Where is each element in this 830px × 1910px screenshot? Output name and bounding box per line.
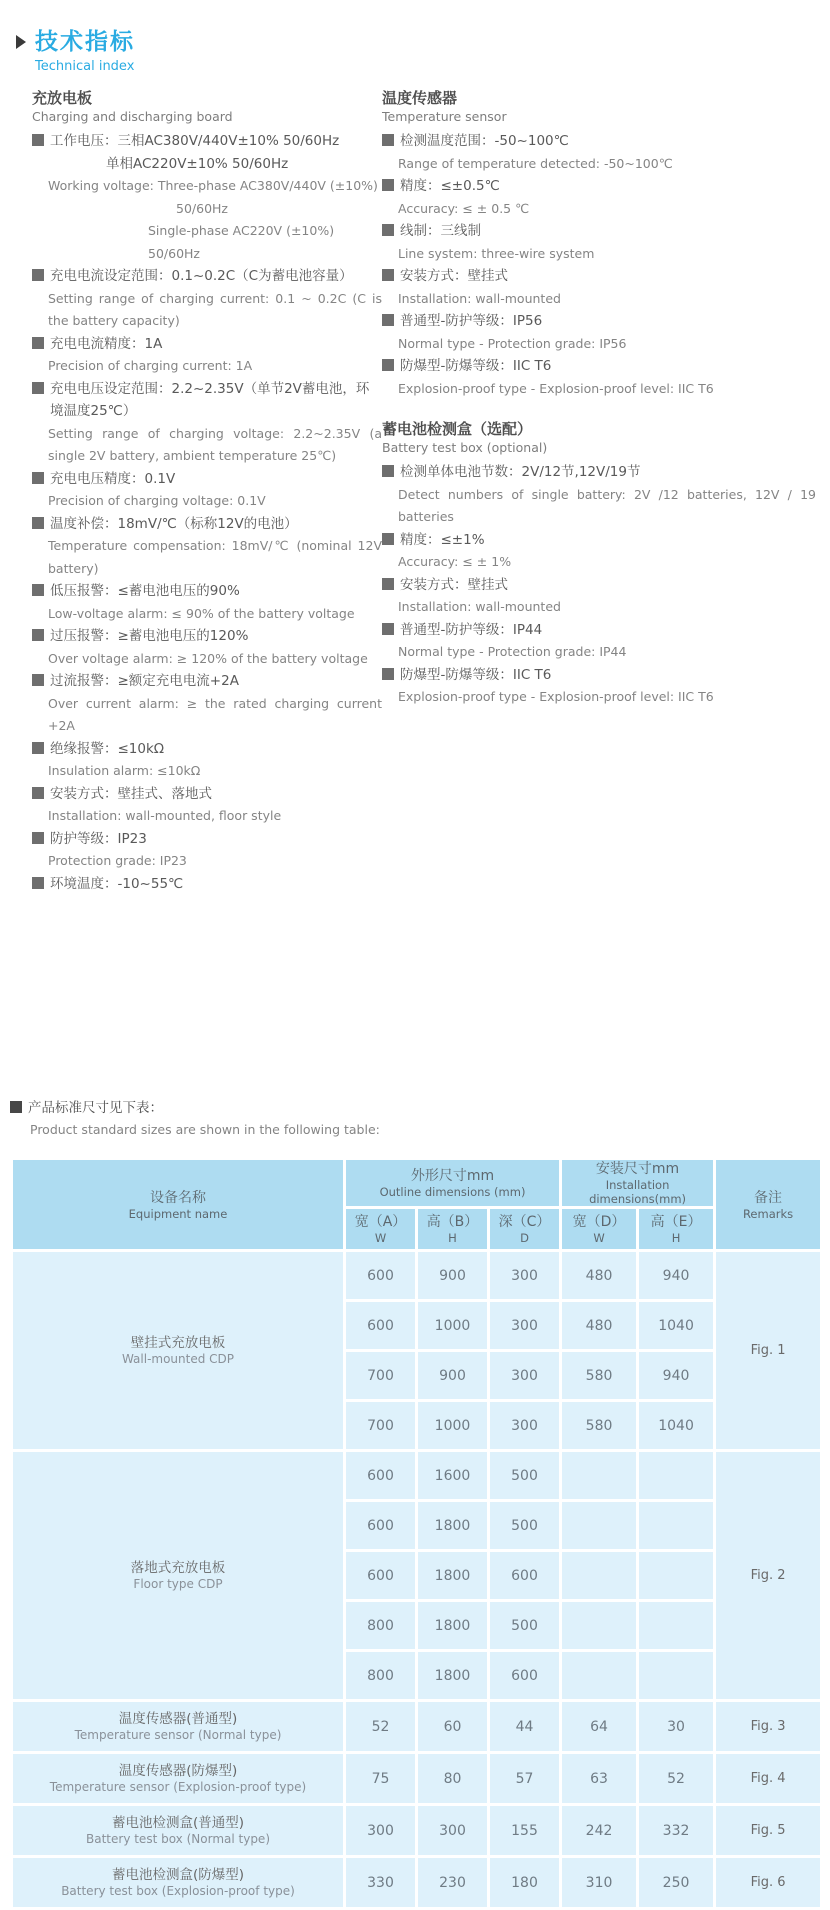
title-row: [16, 28, 814, 56]
section-subtitle: Battery test box (optional): [382, 440, 548, 455]
dimension-value-cell: 63: [561, 1753, 638, 1805]
dimension-value-cell: 600: [345, 1451, 417, 1501]
spec-line: Accuracy: ≤ ± 1%: [398, 554, 512, 569]
spec-columns: [0, 75, 830, 915]
header-equipment-en: Equipment name: [128, 1206, 228, 1221]
spec-line: Single-phase AC220V (±10%) 50/60Hz: [148, 223, 335, 261]
spec-item: [32, 513, 382, 581]
equipment-name-cell: [12, 1753, 345, 1805]
spec-line: [382, 619, 816, 642]
dimension-value-cell: 1040: [638, 1401, 715, 1451]
spec-item: [382, 265, 816, 310]
header-outline-en: Outline dimensions (mm): [379, 1185, 526, 1199]
dimension-col-zh: 高（E）: [650, 1214, 702, 1230]
equipment-name-zh: 落地式充放电板: [130, 1559, 226, 1576]
spec-line: [32, 468, 382, 491]
header-equipment-name: [12, 1159, 345, 1251]
dimension-col-en: D: [520, 1231, 529, 1245]
equipment-name-en: Battery test box (Normal type): [86, 1831, 270, 1846]
spec-line: Explosion-proof type - Explosion-proof level: IIC T6: [398, 380, 714, 396]
spec-item: [382, 355, 816, 400]
spec-item: [32, 873, 382, 896]
spec-line: Installation: wall-mounted: [398, 599, 561, 614]
table-row: [12, 1451, 822, 1501]
spec-line-text: 防护等级：IP23: [50, 830, 147, 847]
spec-item: [32, 265, 382, 333]
spec-item: [32, 828, 382, 873]
header-install-zh: 安装尺寸mm: [595, 1161, 680, 1177]
dimension-value-cell: [561, 1551, 638, 1601]
spec-line: [382, 265, 816, 288]
dimension-value-cell: 242: [561, 1805, 638, 1857]
spec-line: [32, 513, 382, 536]
bullet-square-icon: [382, 578, 394, 590]
remark-cell: Fig. 6: [715, 1857, 822, 1909]
spec-line-text: 工作电压：三相AC380V/440V±10% 50/60Hz: [50, 133, 340, 149]
equipment-name-zh: 壁挂式充放电板: [130, 1334, 226, 1351]
spec-line-text: 充电电流设定范围：0.1~0.2C（C为蓄电池容量）: [50, 268, 353, 284]
dimension-value-cell: [561, 1651, 638, 1701]
spec-line: [382, 220, 816, 243]
equipment-name-cell: [12, 1857, 345, 1909]
spec-line: [382, 664, 816, 687]
dimension-value-cell: 600: [345, 1501, 417, 1551]
spec-column-left: [32, 89, 382, 915]
header-outline-zh: 外形尺寸mm: [410, 1168, 495, 1184]
header-outline-dimensions: [345, 1159, 561, 1208]
dimension-value-cell: 900: [417, 1251, 489, 1301]
spec-line: Temperature compensation: 18mV/℃ (nominal 12V battery): [48, 538, 382, 576]
header-remarks: [715, 1159, 822, 1251]
equipment-name-cell: [12, 1251, 345, 1451]
dimension-col-en: H: [671, 1231, 681, 1245]
dimension-value-cell: 900: [417, 1351, 489, 1401]
spec-line: Precision of charging current: 1A: [48, 358, 253, 373]
dimension-value-cell: [638, 1651, 715, 1701]
table-note-zh: [10, 1097, 830, 1119]
table-header-row: [12, 1159, 822, 1208]
spec-line: [32, 625, 382, 648]
dimension-value-cell: 800: [345, 1651, 417, 1701]
dimension-value-cell: [638, 1451, 715, 1501]
dimension-value-cell: 1800: [417, 1551, 489, 1601]
bullet-square-icon: [32, 629, 44, 641]
spec-item: [32, 333, 382, 378]
spec-line: Setting range of charging current: 0.1 ~ 0.2C (C is the battery capacity): [48, 290, 382, 328]
spec-item: [382, 574, 816, 619]
bullet-square-icon: [32, 832, 44, 844]
dimension-value-cell: 600: [345, 1251, 417, 1301]
table-row: [12, 1701, 822, 1753]
spec-item: [32, 130, 382, 265]
dimension-value-cell: 310: [561, 1857, 638, 1909]
spec-line-text: 防爆型-防爆等级：IIC T6: [400, 358, 552, 374]
dimension-value-cell: [638, 1501, 715, 1551]
spec-line: Over current alarm: ≥ the rated charging current +2A: [48, 695, 382, 733]
dimension-value-cell: 180: [489, 1857, 561, 1909]
equipment-name-cell: [12, 1701, 345, 1753]
header-dimension-col: [638, 1208, 715, 1251]
spec-line: Accuracy: ≤ ± 0.5 ℃: [398, 200, 530, 216]
size-table-head: [12, 1159, 822, 1251]
spec-item: [32, 738, 382, 783]
equipment-name-en: Temperature sensor (Explosion-proof type): [49, 1779, 307, 1794]
dimension-value-cell: 155: [489, 1805, 561, 1857]
spec-line: [32, 265, 382, 288]
spec-item: [382, 130, 816, 175]
dimension-col-zh: 宽（A）: [354, 1214, 407, 1230]
section-subtitle: Charging and discharging board: [32, 109, 233, 124]
spec-line: Range of temperature detected: -50~100℃: [398, 155, 673, 171]
remark-cell: Fig. 2: [715, 1451, 822, 1701]
spec-line: Low-voltage alarm: ≤ 90% of the battery voltage: [48, 605, 355, 621]
spec-line: [32, 738, 382, 761]
header-dimension-col: [489, 1208, 561, 1251]
section-title: 充放电板: [32, 89, 93, 107]
bullet-square-icon: [32, 584, 44, 596]
spec-item: [382, 310, 816, 355]
equipment-name-zh: 温度传感器(普通型): [118, 1710, 238, 1727]
dimension-value-cell: 44: [489, 1701, 561, 1753]
dimension-value-cell: 1800: [417, 1501, 489, 1551]
dimension-value-cell: 300: [489, 1301, 561, 1351]
bullet-square-icon: [32, 517, 44, 529]
equipment-name-zh: 蓄电池检测盒(防爆型): [111, 1866, 245, 1883]
dimension-col-en: H: [448, 1231, 457, 1245]
dimension-value-cell: 1040: [638, 1301, 715, 1351]
dimension-value-cell: 700: [345, 1351, 417, 1401]
spec-line: Line system: three-wire system: [398, 245, 595, 261]
spec-line-text: 线制：三线制: [400, 223, 481, 239]
dimension-value-cell: 480: [561, 1301, 638, 1351]
dimension-value-cell: 300: [489, 1351, 561, 1401]
table-note-zh-text: 产品标准尺寸见下表：: [28, 1100, 163, 1116]
spec-line-text: 防爆型-防爆等级：IIC T6: [400, 666, 552, 683]
spec-line: [382, 310, 816, 333]
spec-item: [32, 670, 382, 738]
dimension-value-cell: 57: [489, 1753, 561, 1805]
spec-item: [32, 783, 382, 828]
header-installation-dimensions: [561, 1159, 715, 1208]
bullet-square-icon: [382, 134, 394, 146]
equipment-name-cell: [12, 1451, 345, 1701]
dimension-value-cell: 300: [417, 1805, 489, 1857]
equipment-name-en: Temperature sensor (Normal type): [74, 1727, 282, 1742]
bullet-square-icon: [382, 359, 394, 371]
table-note: [10, 1097, 830, 1141]
spec-line-text: 充电电压设定范围：2.2~2.35V（单节2V蓄电池，环境温度25℃）: [50, 380, 370, 419]
spec-line: Working voltage: Three-phase AC380V/440V (±10%): [48, 178, 378, 193]
dimension-value-cell: 52: [638, 1753, 715, 1805]
page-title: 技术指标: [35, 29, 135, 55]
dimension-value-cell: 600: [345, 1301, 417, 1351]
equipment-name-en: Battery test box (Explosion-proof type): [61, 1883, 295, 1898]
dimension-value-cell: 480: [561, 1251, 638, 1301]
section-arrow-icon: [16, 35, 26, 49]
spec-line-text: 充电电压精度：0.1V: [50, 470, 176, 487]
spec-line-text: 检测温度范围：-50~100℃: [400, 133, 569, 149]
equipment-name-en: Floor type CDP: [133, 1576, 223, 1591]
bullet-square-icon: [382, 623, 394, 635]
header-dimension-col: [345, 1208, 417, 1251]
header-equipment-zh: 设备名称: [150, 1189, 206, 1206]
spec-line: Over voltage alarm: ≥ 120% of the battery voltage: [48, 650, 368, 666]
spec-line-text: 过流报警：≥额定充电电流+2A: [50, 673, 239, 689]
size-table-body: [12, 1251, 822, 1909]
dimension-value-cell: 230: [417, 1857, 489, 1909]
section-subtitle: Temperature sensor: [382, 109, 507, 124]
spec-line: Detect numbers of single battery: 2V /12 batteries, 12V / 19 batteries: [398, 486, 816, 524]
table-row: [12, 1753, 822, 1805]
spec-line: 单相AC220V±10% 50/60Hz: [106, 155, 289, 172]
spec-column-right: [382, 89, 816, 915]
dimension-value-cell: 1000: [417, 1401, 489, 1451]
spec-line-text: 精度：≤±1%: [400, 531, 485, 548]
spec-item: [382, 220, 816, 265]
bullet-square-icon: [382, 269, 394, 281]
bullet-square-icon: [32, 877, 44, 889]
spec-line: [382, 574, 816, 597]
dimension-value-cell: 52: [345, 1701, 417, 1753]
dimension-value-cell: 300: [489, 1251, 561, 1301]
spec-line: [32, 783, 382, 806]
equipment-name-en: Wall-mounted CDP: [121, 1351, 235, 1366]
bullet-square-icon: [32, 337, 44, 349]
dimension-col-en: W: [374, 1231, 387, 1245]
spec-line-text: 普通型-防护等级：IP56: [400, 313, 543, 329]
dimension-value-cell: 250: [638, 1857, 715, 1909]
doc-header: [0, 0, 830, 75]
spec-line-text: 绝缘报警：≤10kΩ: [50, 740, 165, 757]
bullet-square-icon: [32, 674, 44, 686]
bullet-square-icon: [382, 668, 394, 680]
dimension-value-cell: 1800: [417, 1601, 489, 1651]
remark-cell: Fig. 3: [715, 1701, 822, 1753]
remark-cell: Fig. 4: [715, 1753, 822, 1805]
spec-line: [32, 828, 382, 851]
spec-line: [32, 670, 382, 693]
spec-line: Installation: wall-mounted, floor style: [48, 808, 282, 823]
spec-item: [382, 619, 816, 664]
dimension-col-zh: 高（B）: [426, 1214, 479, 1230]
bullet-square-icon: [32, 269, 44, 281]
bullet-square-icon: [32, 472, 44, 484]
dimension-value-cell: 600: [345, 1551, 417, 1601]
spec-item: [382, 664, 816, 709]
dimension-value-cell: 80: [417, 1753, 489, 1805]
dimension-value-cell: 1600: [417, 1451, 489, 1501]
dimension-value-cell: 332: [638, 1805, 715, 1857]
spec-line-text: 过压报警：≥蓄电池电压的120%: [50, 628, 249, 644]
spec-line-text: 低压报警：≤蓄电池电压的90%: [50, 583, 240, 599]
dimension-value-cell: 1000: [417, 1301, 489, 1351]
spec-line: Insulation alarm: ≤10kΩ: [48, 763, 201, 778]
spec-line: [382, 130, 816, 153]
table-note-en: Product standard sizes are shown in the following table:: [30, 1122, 380, 1137]
spec-line: [382, 355, 816, 378]
remark-cell: Fig. 1: [715, 1251, 822, 1451]
spec-line: Precision of charging voltage: 0.1V: [48, 493, 266, 508]
dimension-value-cell: 330: [345, 1857, 417, 1909]
spec-line: Explosion-proof type - Explosion-proof level: IIC T6: [398, 689, 714, 704]
spec-line-text: 充电电流精度：1A: [50, 335, 163, 352]
spec-item: [382, 461, 816, 529]
dimension-value-cell: 600: [489, 1651, 561, 1701]
dimension-col-zh: 深（C）: [498, 1214, 551, 1230]
section-title: 蓄电池检测盒（选配）: [382, 420, 533, 438]
spec-line-text: 安装方式：壁挂式: [400, 576, 508, 593]
spec-item: [382, 175, 816, 220]
dimension-value-cell: 700: [345, 1401, 417, 1451]
spec-line: [32, 130, 382, 153]
size-table-wrap: [0, 1157, 830, 1910]
header-install-en: Installation dimensions(mm): [589, 1178, 687, 1206]
dimension-value-cell: 580: [561, 1351, 638, 1401]
equipment-name-zh: 蓄电池检测盒(普通型): [111, 1814, 245, 1831]
bullet-square-icon: [32, 742, 44, 754]
spec-line-text: 温度补偿：18mV/℃（标称12V的电池）: [50, 515, 298, 532]
spec-line: 50/60Hz: [176, 200, 228, 216]
table-row: [12, 1805, 822, 1857]
dimension-value-cell: 940: [638, 1251, 715, 1301]
dimension-value-cell: 500: [489, 1601, 561, 1651]
spec-line: Installation: wall-mounted: [398, 290, 561, 306]
bullet-square-icon: [32, 382, 44, 394]
spec-line-text: 精度：≤±0.5℃: [400, 178, 500, 194]
bullet-square-icon: [382, 533, 394, 545]
dimension-value-cell: 1800: [417, 1651, 489, 1701]
dimension-value-cell: [638, 1551, 715, 1601]
header-dimension-col: [561, 1208, 638, 1251]
dimension-value-cell: [561, 1451, 638, 1501]
dimension-value-cell: 64: [561, 1701, 638, 1753]
spec-line-text: 安装方式：壁挂式: [400, 268, 508, 284]
header-dimension-col: [417, 1208, 489, 1251]
dimension-value-cell: 75: [345, 1753, 417, 1805]
bullet-square-icon: [32, 134, 44, 146]
spec-line: [32, 873, 382, 896]
section-title: 温度传感器: [382, 89, 458, 107]
spec-line: [32, 378, 382, 423]
dimension-value-cell: 300: [489, 1401, 561, 1451]
spec-line: Protection grade: IP23: [48, 853, 187, 868]
spec-item: [32, 580, 382, 625]
spec-line: Setting range of charging voltage: 2.2~2.35V (a single 2V battery, ambient temperature 25℃): [48, 425, 382, 463]
bullet-square-icon: [382, 314, 394, 326]
bullet-square-icon: [32, 787, 44, 799]
table-row: [12, 1857, 822, 1909]
dimension-value-cell: 30: [638, 1701, 715, 1753]
page-subtitle: Technical index: [35, 59, 135, 74]
dimension-value-cell: 500: [489, 1451, 561, 1501]
bullet-square-icon: [382, 179, 394, 191]
spec-line-text: 普通型-防护等级：IP44: [400, 621, 543, 638]
spec-line-text: 环境温度：-10~55℃: [50, 875, 184, 892]
spec-line-text: 检测单体电池节数：2V/12节,12V/19节: [400, 464, 641, 480]
dimension-value-cell: 60: [417, 1701, 489, 1753]
spec-line: Normal type - Protection grade: IP56: [398, 335, 627, 351]
dimension-value-cell: [561, 1601, 638, 1651]
spec-line: [382, 461, 816, 484]
dimension-value-cell: 300: [345, 1805, 417, 1857]
spec-line: [32, 333, 382, 356]
dimension-value-cell: 600: [489, 1551, 561, 1601]
spec-line: [382, 529, 816, 552]
header-remarks-zh: 备注: [754, 1189, 783, 1206]
bullet-square-icon: [10, 1101, 22, 1113]
equipment-name-cell: [12, 1805, 345, 1857]
spec-item: [32, 625, 382, 670]
dimension-value-cell: 940: [638, 1351, 715, 1401]
spec-item: [32, 378, 382, 468]
spec-line: [382, 175, 816, 198]
dimension-value-cell: 500: [489, 1501, 561, 1551]
dimension-col-zh: 宽（D）: [572, 1214, 626, 1230]
spec-section: [382, 89, 816, 400]
dimension-value-cell: 580: [561, 1401, 638, 1451]
header-remarks-en: Remarks: [742, 1206, 794, 1221]
table-row: [12, 1251, 822, 1301]
spec-section: [32, 89, 382, 895]
spec-line: [32, 580, 382, 603]
equipment-name-zh: 温度传感器(防爆型): [118, 1762, 238, 1779]
spec-line-text: 安装方式：壁挂式、落地式: [50, 785, 212, 802]
spec-line: Normal type - Protection grade: IP44: [398, 644, 627, 659]
size-table: [10, 1157, 823, 1910]
bullet-square-icon: [382, 224, 394, 236]
spec-item: [32, 468, 382, 513]
spec-section: [382, 420, 816, 709]
bullet-square-icon: [382, 465, 394, 477]
dimension-value-cell: [638, 1601, 715, 1651]
dimension-col-en: W: [593, 1231, 605, 1245]
dimension-value-cell: 800: [345, 1601, 417, 1651]
remark-cell: Fig. 5: [715, 1805, 822, 1857]
dimension-value-cell: [561, 1501, 638, 1551]
spec-item: [382, 529, 816, 574]
